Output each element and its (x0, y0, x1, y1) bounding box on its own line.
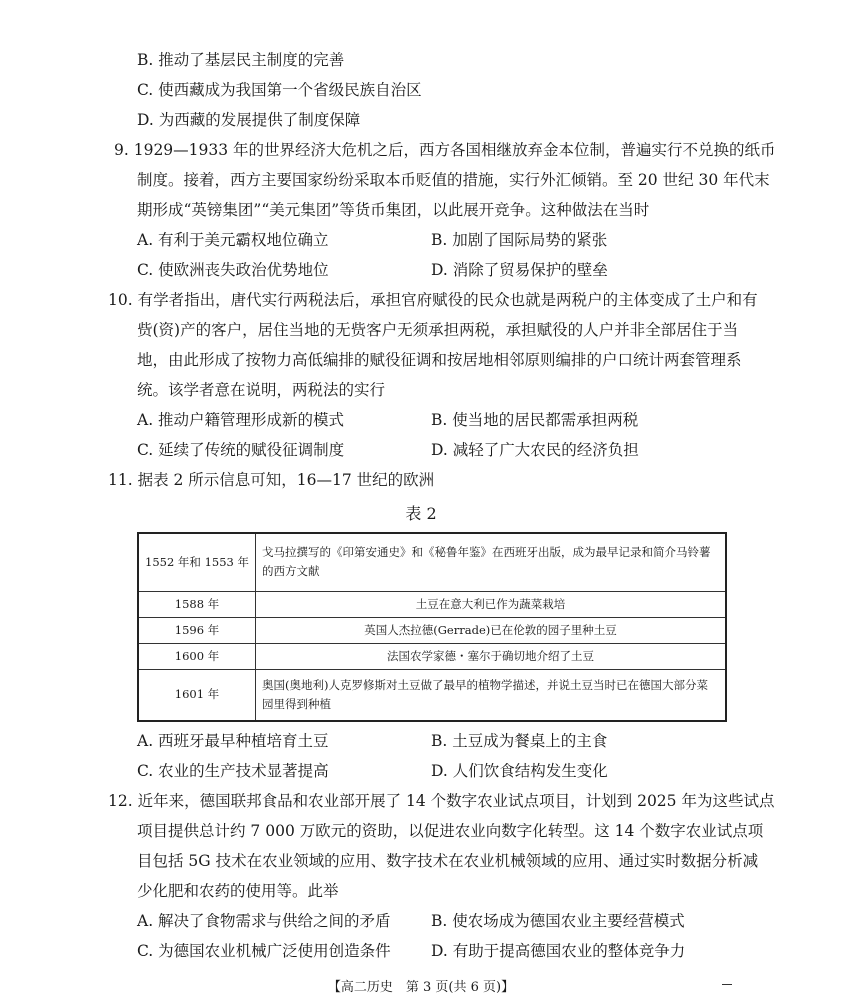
q8-option-b: B. 推动了基层民主制度的完善 (137, 51, 345, 69)
q8-option-d: D. 为西藏的发展提供了制度保障 (137, 111, 361, 129)
table-row (138, 669, 726, 721)
table-cell-year: 1596 年 (138, 617, 256, 643)
q10-option-d: D. 减轻了广大农民的经济负担 (431, 441, 639, 459)
q12-stem-line-2: 项目提供总计约 7 000 万欧元的资助，以促进农业向数字化转型。这 14 个数字农业试点项 (137, 822, 764, 840)
q12-stem-line-4: 少化肥和农药的使用等。此举 (137, 882, 339, 900)
q11-option-d: D. 人们饮食结构发生变化 (431, 762, 608, 780)
q9-option-c: C. 使欧洲丧失政治优势地位 (137, 261, 329, 279)
q10-option-b: B. 使当地的居民都需承担两税 (431, 411, 639, 429)
q9-stem-line-1: 9. 1929—1933 年的世界经济大危机之后，西方各国相继放弃金本位制，普遍实行不兑换的纸币 (114, 141, 776, 159)
table-cell-text: 奥国(奥地利)人克罗修斯对土豆做了最早的植物学描述，并说土豆当时已在德国大部分菜园里得到种植 (256, 669, 727, 721)
q12-option-c: C. 为德国农业机械广泛使用创造条件 (137, 942, 391, 960)
table-cell-text: 戈马拉撰写的《印第安通史》和《秘鲁年鉴》在西班牙出版，成为最早记录和简介马铃薯的西方文献 (256, 533, 727, 591)
q10-stem-line-3: 地，由此形成了按物力高低编排的赋役征调和按居地相邻原则编排的户口统计两套管理系 (137, 351, 742, 369)
q10-stem-line-4: 统。该学者意在说明，两税法的实行 (137, 381, 386, 399)
q12-option-b: B. 使农场成为德国农业主要经营模式 (431, 912, 685, 930)
q9-stem-line-3: 期形成“英镑集团”“美元集团”等货币集团，以此展开竞争。这种做法在当时 (137, 201, 650, 219)
q11-stem-line-1: 11. 据表 2 所示信息可知，16—17 世纪的欧洲 (108, 471, 435, 489)
q11-option-c: C. 农业的生产技术显著提高 (137, 762, 329, 780)
table-row (138, 591, 726, 617)
q11-option-b: B. 土豆成为餐桌上的主食 (431, 732, 608, 750)
table-cell-year: 1552 年和 1553 年 (138, 533, 256, 591)
table-cell-year: 1588 年 (138, 591, 256, 617)
table-row (138, 533, 726, 591)
table-cell-year: 1601 年 (138, 669, 256, 721)
q10-option-a: A. 推动户籍管理形成新的模式 (137, 411, 345, 429)
q9-stem-line-2: 制度。接着，西方主要国家纷纷采取本币贬值的措施，实行外汇倾销。至 20 世纪 30 年代末 (137, 171, 770, 189)
q11-option-a: A. 西班牙最早种植培育土豆 (137, 732, 329, 750)
q10-option-c: C. 延续了传统的赋役征调制度 (137, 441, 345, 459)
q12-stem-line-1: 12. 近年来，德国联邦食品和农业部开展了 14 个数字农业试点项目，计划到 2025 年为这些试点 (108, 792, 775, 810)
q9-option-a: A. 有利于美元霸权地位确立 (137, 231, 329, 249)
q9-option-b: B. 加剧了国际局势的紧张 (431, 231, 608, 249)
q12-option-d: D. 有助于提高德国农业的整体竞争力 (431, 942, 686, 960)
table-cell-text: 法国农学家德・塞尔于确切地介绍了土豆 (256, 643, 727, 669)
table-cell-text: 英国人杰拉德(Gerrade)已在伦敦的园子里种土豆 (256, 617, 727, 643)
q10-stem-line-2: 赀(资)产的客户，居住当地的无赀客户无须承担两税，承担赋役的人户并非全部居住于当 (137, 321, 739, 339)
q8-option-c: C. 使西藏成为我国第一个省级民族自治区 (137, 81, 422, 99)
page-footer: 【高二历史 第 3 页(共 6 页)】 (327, 980, 515, 995)
q10-stem-line-1: 10. 有学者指出，唐代实行两税法后，承担官府赋役的民众也就是两税户的主体变成了土户和有 (108, 291, 758, 309)
table-row (138, 643, 726, 669)
q12-option-a: A. 解决了食物需求与供给之间的矛盾 (137, 912, 391, 930)
table-2 (137, 532, 727, 722)
table-title: 表 2 (405, 504, 437, 523)
table-cell-text: 土豆在意大利已作为蔬菜栽培 (256, 591, 727, 617)
table-cell-year: 1600 年 (138, 643, 256, 669)
q9-option-d: D. 消除了贸易保护的壁垒 (431, 261, 608, 279)
q12-stem-line-3: 目包括 5G 技术在农业领域的应用、数字技术在农业机械领域的应用、通过实时数据分析减 (137, 852, 759, 870)
table-row (138, 617, 726, 643)
corner-mark (722, 984, 732, 985)
